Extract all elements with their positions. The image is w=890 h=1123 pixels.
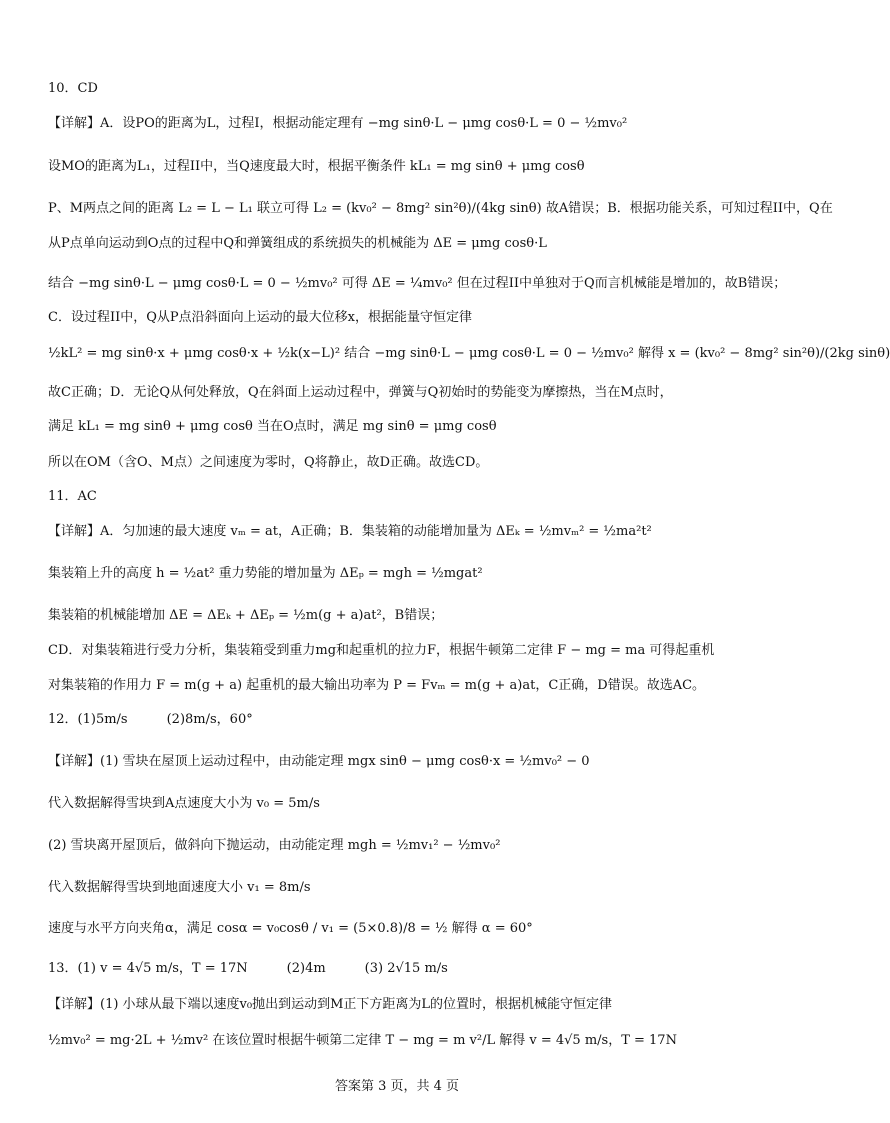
- q10-line-a: 【详解】A．设PO的距离为L，过程I，根据动能定理有 −mg sinθ·L − μmg cosθ·L = 0 − ½mv₀²: [48, 116, 628, 131]
- q10-line-pm: P、M两点之间的距离 L₂ = L − L₁ 联立可得 L₂ = (kv₀² − 8mg² sin²θ)/(4kg sinθ) 故A错误；B．根据功能关系，可知过程II中，Q在: [48, 201, 833, 216]
- q13-heading: 13．(1) v = 4√5 m/s，T = 17N (2)4m (3) 2√15 m/s: [48, 961, 448, 976]
- q12-line-v0: 代入数据解得雪块到A点速度大小为 v₀ = 5m/s: [48, 796, 320, 811]
- q10-line-energy: ½kL² = mg sinθ·x + μmg cosθ·x + ½k(x−L)² 结合 −mg sinθ·L − μmg cosθ·L = 0 − ½mv₀² 解得 x = (kv₀² − 8mg² sin²θ)/(2kg sinθ): [48, 346, 890, 361]
- q10-line-mo: 设MO的距离为L₁，过程II中，当Q速度最大时，根据平衡条件 kL₁ = mg sinθ + μmg cosθ: [48, 159, 585, 174]
- q11-line-cd: CD．对集装箱进行受力分析，集装箱受到重力mg和起重机的拉力F，根据牛顿第二定律 F − mg = ma 可得起重机: [48, 643, 715, 658]
- q11-line-mech: 集装箱的机械能增加 ΔE = ΔEₖ + ΔEₚ = ½m(g + a)at²，B错误；: [48, 608, 444, 623]
- page-footer: 答案第 3 页，共 4 页: [334, 1079, 460, 1094]
- q10-heading: 10．CD: [48, 81, 98, 96]
- q11-heading: 11．AC: [48, 489, 97, 504]
- q12-line-angle: 速度与水平方向夹角α，满足 cosα = v₀cosθ / v₁ = (5×0.8)/8 = ½ 解得 α = 60°: [48, 921, 533, 936]
- q11-line-h: 集装箱上升的高度 h = ½at² 重力势能的增加量为 ΔEₚ = mgh = ½mgat²: [48, 566, 483, 581]
- q10-line-c: C．设过程II中，Q从P点沿斜面向上运动的最大位移x，根据能量守恒定律: [48, 310, 472, 325]
- q13-line-eq: ½mv₀² = mg·2L + ½mv² 在该位置时根据牛顿第二定律 T − mg = m v²/L 解得 v = 4√5 m/s，T = 17N: [48, 1033, 677, 1048]
- q12-line-v1: 代入数据解得雪块到地面速度大小 v₁ = 8m/s: [48, 880, 311, 895]
- q10-conclusion: 所以在OM（含O、M点）之间速度为零时，Q将静止，故D正确。故选CD。: [48, 455, 489, 470]
- q10-line-loss: 从P点单向运动到O点的过程中Q和弹簧组成的系统损失的机械能为 ΔE = μmg cosθ·L: [48, 236, 547, 251]
- q11-line-a: 【详解】A．匀加速的最大速度 vₘ = at，A正确；B．集装箱的动能增加量为 ΔEₖ = ½mvₘ² = ½ma²t²: [48, 524, 652, 539]
- q10-line-o: 满足 kL₁ = mg sinθ + μmg cosθ 当在O点时，满足 mg sinθ = μmg cosθ: [48, 419, 497, 434]
- q11-line-power: 对集装箱的作用力 F = m(g + a) 起重机的最大输出功率为 P = Fvₘ = m(g + a)at，C正确，D错误。故选AC。: [48, 678, 706, 693]
- q12-heading: 12．(1)5m/s (2)8m/s，60°: [48, 712, 253, 727]
- q12-line-1: 【详解】(1) 雪块在屋顶上运动过程中，由动能定理 mgx sinθ − μmg cosθ·x = ½mv₀² − 0: [48, 754, 590, 769]
- q10-line-d: 故C正确；D．无论Q从何处释放，Q在斜面上运动过程中，弹簧与Q初始时的势能变为摩擦热，当在M点时，: [48, 385, 673, 400]
- q12-line-2: (2) 雪块离开屋顶后，做斜向下抛运动，由动能定理 mgh = ½mv₁² − ½mv₀²: [48, 838, 501, 853]
- q10-line-b: 结合 −mg sinθ·L − μmg cosθ·L = 0 − ½mv₀² 可得 ΔE = ¼mv₀² 但在过程II中单独对于Q而言机械能是增加的，故B错误；: [48, 276, 787, 291]
- q13-line-1: 【详解】(1) 小球从最下端以速度v₀抛出到运动到M正下方距离为L的位置时，根据机械能守恒定律: [48, 997, 613, 1012]
